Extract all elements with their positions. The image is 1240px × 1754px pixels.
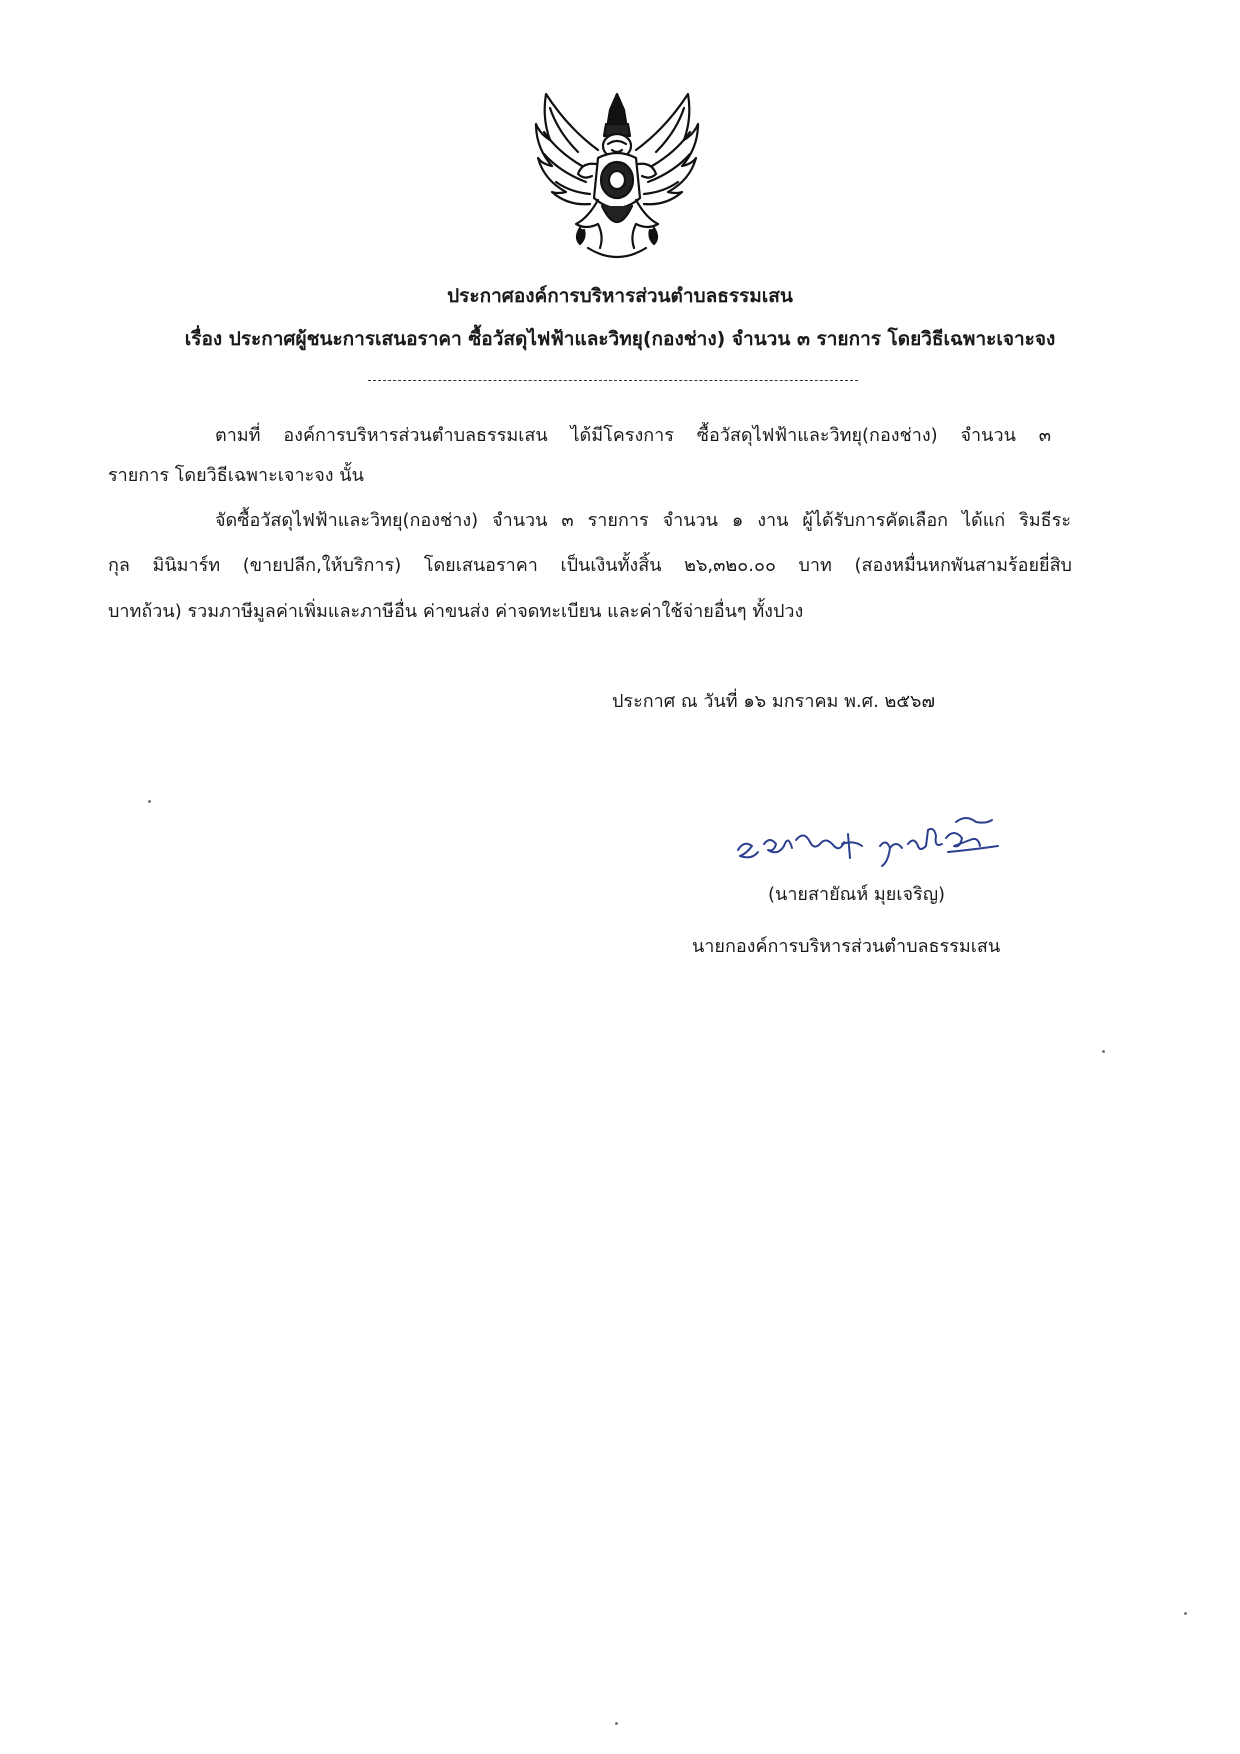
paragraph-2-line-3: บาทถ้วน) รวมภาษีมูลค่าเพิ่มและภาษีอื่น ค่าขนส่ง ค่าจดทะเบียน และค่าใช้จ่ายอื่นๆ ทั้งปวง (108, 601, 804, 622)
scan-speck (1102, 1050, 1105, 1053)
scan-speck (615, 1722, 618, 1725)
divider-line (368, 380, 858, 381)
signer-name (0, 883, 1240, 907)
paragraph-1-line-1: ตามที่ องค์การบริหารส่วนตำบลธรรมเสน ได้มีโครงการ ซื้อวัสดุไฟฟ้าและวิทยุ(กองช่าง) จำนวน ๓ (215, 425, 1051, 446)
handwritten-signature (730, 800, 1005, 880)
announcement-title: ประกาศองค์การบริหารส่วนตำบลธรรมเสน (447, 285, 793, 307)
paragraph-2-line-1: จัดซื้อวัสดุไฟฟ้าและวิทยุ(กองช่าง) จำนวน ๓ รายการ จำนวน ๑ งาน ผู้ได้รับการคัดเลือก ได้แก่ ริมธีระ (215, 510, 1071, 531)
signer-position: นายกองค์การบริหารส่วนตำบลธรรมเสน (692, 936, 1001, 957)
paragraph-1-line-2: รายการ โดยวิธีเฉพาะเจาะจง นั้น (108, 465, 364, 486)
signer-name-text: (นายสายัณห์ มุยเจริญ) (768, 884, 946, 905)
garuda-emblem (528, 88, 706, 266)
announcement-date: ประกาศ ณ วันที่ ๑๖ มกราคม พ.ศ. ๒๕๖๗ (612, 691, 935, 712)
scan-speck (148, 800, 151, 803)
scan-speck (1184, 1612, 1187, 1615)
announcement-subject: เรื่อง ประกาศผู้ชนะการเสนอราคา ซื้อวัสดุไฟฟ้าและวิทยุ(กองช่าง) จำนวน ๓ รายการ โดยวิธีเฉพาะเจาะจง (184, 328, 1056, 350)
paragraph-2-line-2: กุล มินิมาร์ท (ขายปลีก,ให้บริการ) โดยเสนอราคา เป็นเงินทั้งสิ้น ๒๖,๓๒๐.๐๐ บาท (สองหมื่นหกพันสามร้อยยี่สิบ (108, 555, 1072, 576)
